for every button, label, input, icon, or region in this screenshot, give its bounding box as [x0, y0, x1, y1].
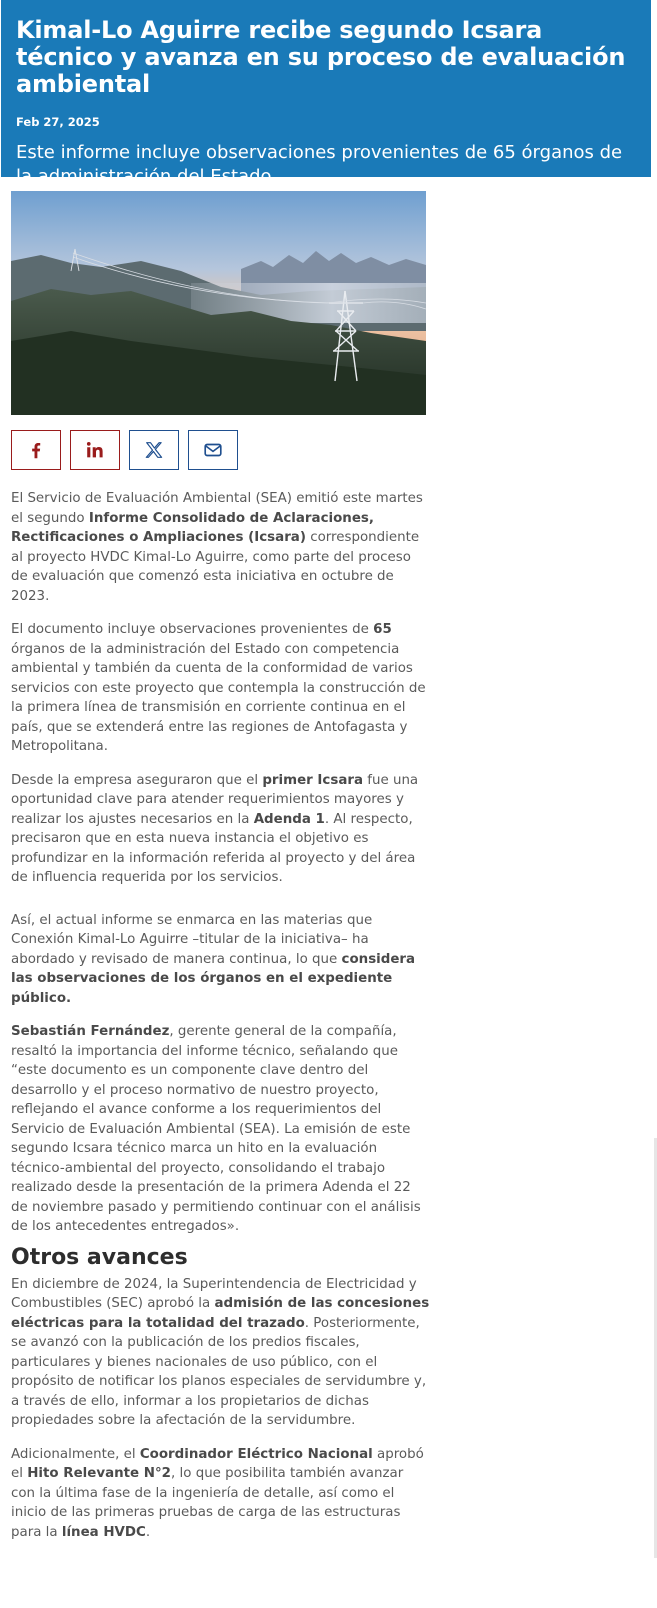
share-linkedin-button[interactable]	[70, 430, 120, 470]
article-header	[1, 0, 651, 187]
share-x-button[interactable]	[129, 430, 179, 470]
article-subtitle: Este informe incluye observaciones provenientes de 65 órganos de la administración del Estado.	[16, 142, 623, 187]
page-title: Kimal-Lo Aguirre recibe segundo Icsara técnico y avanza en su proceso de evaluación ambiental	[16, 16, 626, 98]
linkedin-icon	[84, 439, 106, 461]
article-body	[11, 489, 431, 1556]
paragraph: El Servicio de Evaluación Ambiental (SEA) emitió este martes el segundo Informe Consolidado de Aclaraciones, Rectificaciones o Ampliaciones (Icsara) correspondiente al proyecto HVDC Kimal-Lo Aguirre, como parte del proceso de evaluación que comenzó esta iniciativa en octubre de 2023.	[11, 491, 423, 604]
paragraph: Sebastián Fernández, gerente general de la compañía, resaltó la importancia del informe técnico, señalando que “este documento es un componente clave dentro del desarrollo y el proceso normativo de nuestro proyecto, reflejando el avance conforme a los requerimientos del Servicio de Evaluación Ambiental (SEA). La emisión de este segundo Icsara técnico marca un hito en la evaluación técnico-ambiental del proyecto, consolidando el trabajo realizado desde la presentación de la primera Adenda el 22 de noviembre pasado y permitiendo continuar con el análisis de los antecedentes entregados».	[11, 1024, 421, 1234]
mail-icon	[202, 439, 224, 461]
transmission-tower-landscape-photo	[11, 191, 426, 415]
paragraph: Adicionalmente, el Coordinador Eléctrico Nacional aprobó el Hito Relevante N°2, lo que posibilita también avanzar con la última fase de la ingeniería de detalle, así como el inicio de las primeras pruebas de carga de las estructuras para la línea HVDC.	[11, 1446, 424, 1540]
paragraph: En diciembre de 2024, la Superintendencia de Electricidad y Combustibles (SEC) aprobó la admisión de las concesiones eléctricas para la totalidad del trazado. Posteriormente, se avanzó con la publicación de los predios fiscales, particulares y bienes nacionales de uso público, con el propósito de notificar los planos especiales de servidumbre y, a través de ello, informar a los propietarios de dichas propiedades sobre la afectación de la servidumbre.	[11, 1276, 430, 1428]
section-heading: Otros avances	[11, 1244, 188, 1270]
x-icon	[143, 439, 165, 461]
paragraph: Así, el actual informe se enmarca en las materias que Conexión Kimal-Lo Aguirre –titular de la iniciativa– ha abordado y revisado de manera continua, lo que considera las observaciones de los órganos en el expediente público.	[11, 912, 416, 1006]
hero-image	[11, 191, 426, 415]
share-email-button[interactable]	[188, 430, 238, 470]
share-facebook-button[interactable]	[11, 430, 61, 470]
paragraph: El documento incluye observaciones provenientes de 65 órganos de la administración del Estado con competencia ambiental y también da cuenta de la conformidad de varios servicios con este proyecto que contempla la construcción de la primera línea de transmisión en corriente continua en el país, que se extenderá entre las regiones de Antofagasta y Metropolitana.	[11, 622, 426, 754]
paragraph: Desde la empresa aseguraron que el primer Icsara fue una oportunidad clave para atender requerimientos mayores y realizar los ajustes necesarios en la Adenda 1. Al respecto, precisaron que en esta nueva instancia el objetivo es profundizar en la información referida al proyecto y del área de influencia requerida por los servicios.	[11, 772, 419, 885]
publish-date: Feb 27, 2025	[16, 115, 100, 129]
facebook-icon	[25, 439, 47, 461]
